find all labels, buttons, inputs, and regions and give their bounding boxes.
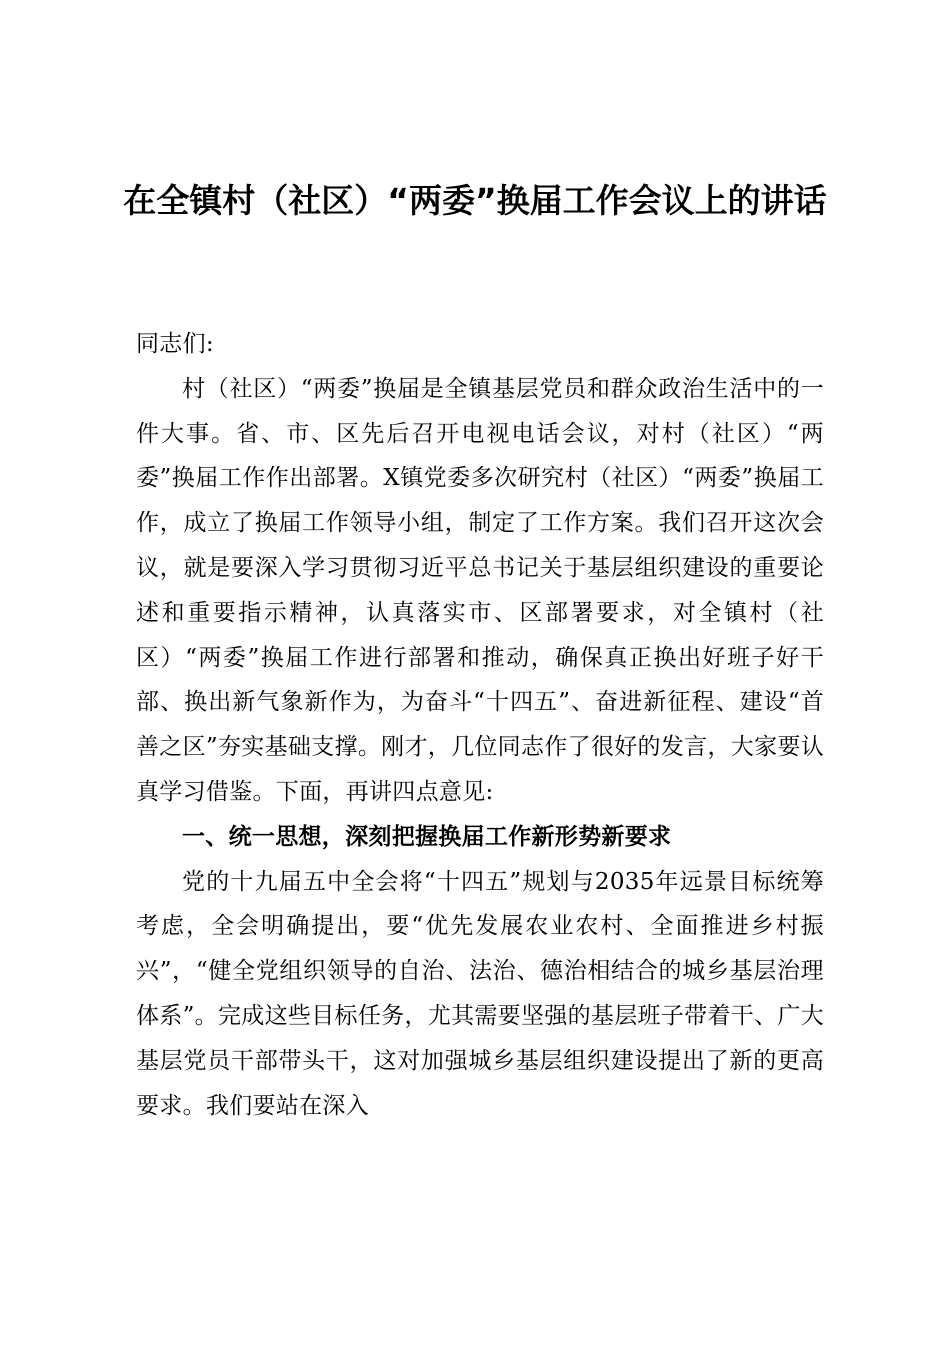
section-paragraph: 党的十九届五中全会将“十四五”规划与2035年远景目标统筹考虑，全会明确提出，要“优先发展农业农村、全面推进乡村振兴”，“健全党组织领导的自治、法治、德治相结合的城乡基层治理体系”。完成这些目标任务，尤其需要坚强的基层班子带着干、广大基层党员干部带头干，这对加强城乡基层组织建设提出了新的更高要求。我们要站在深入 [136, 868, 824, 1119]
section-heading: 一、统一思想，深刻把握换届工作新形势新要求 [182, 823, 672, 850]
document-title: 在全镇村（社区）“两委”换届工作会议上的讲话 [123, 181, 827, 220]
salutation: 同志们: [136, 331, 214, 357]
body-paragraph: 村（社区）“两委”换届是全镇基层党员和群众政治生活中的一件大事。省、市、区先后召开电视电话会议，对村（社区）“两委”换届工作作出部署。X镇党委多次研究村（社区）“两委”换届工作，成立了换届工作领导小组，制定了工作方案。我们召开这次会议，就是要深入学习贯彻习近平总书记关于基层组织建设的重要论述和重要指示精神，认真落实市、区部署要求，对全镇村（社区）“两委”换届工作进行部署和推动，确保真正换出好班子好干部、换出新气象新作为，为奋斗“十四五”、奋进新征程、建设“首善之区”夯实基础支撑。刚才，几位同志作了很好的发言，大家要认真学习借鉴。下面，再讲四点意见: [136, 375, 824, 805]
document-body [136, 322, 824, 1128]
